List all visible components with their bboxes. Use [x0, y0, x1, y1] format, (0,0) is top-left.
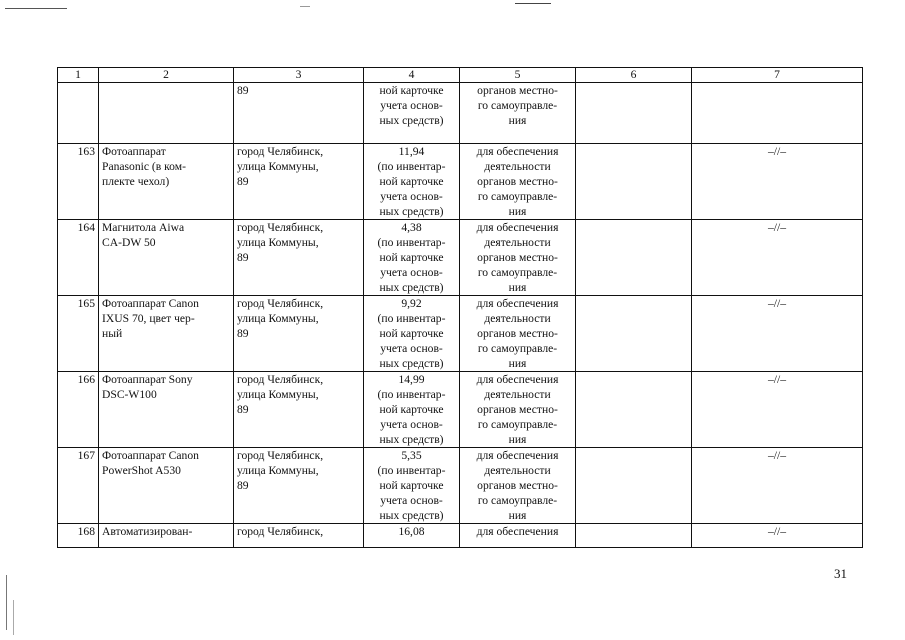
- cell-purpose: для обеспечения деятельности органов местно- го самоуправле- ния: [460, 448, 576, 524]
- cell-value: ной карточке учета основ- ных средств): [364, 83, 460, 144]
- cell-value: 14,99 (по инвентар- ной карточке учета основ- ных средств): [364, 372, 460, 448]
- cell-col6: [576, 83, 692, 144]
- continuation-row: [58, 83, 863, 144]
- table-row: [58, 144, 863, 220]
- cell-address: 89: [234, 83, 364, 144]
- cell-num: 163: [58, 144, 99, 220]
- cell-name: [99, 83, 234, 144]
- table-row: [58, 296, 863, 372]
- cell-value: 9,92 (по инвентар- ной карточке учета основ- ных средств): [364, 296, 460, 372]
- scan-artifact-edge: [6, 575, 7, 630]
- cell-name: Фотоаппарат Sony DSC-W100: [99, 372, 234, 448]
- cell-value: 11,94 (по инвентар- ной карточке учета основ- ных средств): [364, 144, 460, 220]
- cell-address: город Челябинск, улица Коммуны, 89: [234, 372, 364, 448]
- scan-artifact-line: [515, 3, 551, 4]
- cell-col7: –//–: [692, 372, 863, 448]
- cell-col7: –//–: [692, 524, 863, 548]
- cell-name: Автоматизирован-: [99, 524, 234, 548]
- cell-num: 164: [58, 220, 99, 296]
- table-row: [58, 220, 863, 296]
- cell-name: Магнитола Aiwa CA-DW 50: [99, 220, 234, 296]
- cell-num: 165: [58, 296, 99, 372]
- cell-purpose: для обеспечения деятельности органов местно- го самоуправле- ния: [460, 296, 576, 372]
- cell-col7: –//–: [692, 448, 863, 524]
- cell-col6: [576, 220, 692, 296]
- cell-col7: –//–: [692, 296, 863, 372]
- cell-address: город Челябинск, улица Коммуны, 89: [234, 448, 364, 524]
- property-register-table: [57, 67, 863, 548]
- page-number: 31: [834, 566, 847, 581]
- cell-name: Фотоаппарат Panasonic (в ком- плекте чехол): [99, 144, 234, 220]
- header-col-6: 6: [576, 68, 692, 83]
- header-col-1: 1: [58, 68, 99, 83]
- table-row: [58, 524, 863, 548]
- cell-num: 166: [58, 372, 99, 448]
- cell-purpose: для обеспечения деятельности органов местно- го самоуправле- ния: [460, 372, 576, 448]
- header-col-2: 2: [99, 68, 234, 83]
- cell-name: Фотоаппарат Canon PowerShot A530: [99, 448, 234, 524]
- table-row: [58, 448, 863, 524]
- cell-address: город Челябинск, улица Коммуны, 89: [234, 296, 364, 372]
- cell-col6: [576, 372, 692, 448]
- cell-num: 167: [58, 448, 99, 524]
- cell-value: 4,38 (по инвентар- ной карточке учета основ- ных средств): [364, 220, 460, 296]
- cell-col6: [576, 448, 692, 524]
- cell-address: город Челябинск,: [234, 524, 364, 548]
- cell-purpose: органов местно- го самоуправле- ния: [460, 83, 576, 144]
- cell-purpose: для обеспечения деятельности органов местно- го самоуправле- ния: [460, 144, 576, 220]
- cell-col7: [692, 83, 863, 144]
- scan-artifact-edge: [13, 600, 14, 635]
- header-col-7: 7: [692, 68, 863, 83]
- header-col-3: 3: [234, 68, 364, 83]
- cell-num: [58, 83, 99, 144]
- table-row: [58, 372, 863, 448]
- cell-value: 16,08: [364, 524, 460, 548]
- header-col-4: 4: [364, 68, 460, 83]
- scan-artifact-line: [5, 8, 67, 9]
- cell-num: 168: [58, 524, 99, 548]
- cell-address: город Челябинск, улица Коммуны, 89: [234, 220, 364, 296]
- cell-col7: –//–: [692, 144, 863, 220]
- cell-purpose: для обеспечения деятельности органов местно- го самоуправле- ния: [460, 220, 576, 296]
- cell-col6: [576, 296, 692, 372]
- cell-col6: [576, 144, 692, 220]
- scan-artifact-line: [300, 6, 310, 7]
- cell-col6: [576, 524, 692, 548]
- cell-address: город Челябинск, улица Коммуны, 89: [234, 144, 364, 220]
- cell-name: Фотоаппарат Canon IXUS 70, цвет чер- ный: [99, 296, 234, 372]
- cell-purpose: для обеспечения: [460, 524, 576, 548]
- cell-col7: –//–: [692, 220, 863, 296]
- table-body: [58, 83, 863, 548]
- header-col-5: 5: [460, 68, 576, 83]
- header-row: [58, 68, 863, 83]
- cell-value: 5,35 (по инвентар- ной карточке учета основ- ных средств): [364, 448, 460, 524]
